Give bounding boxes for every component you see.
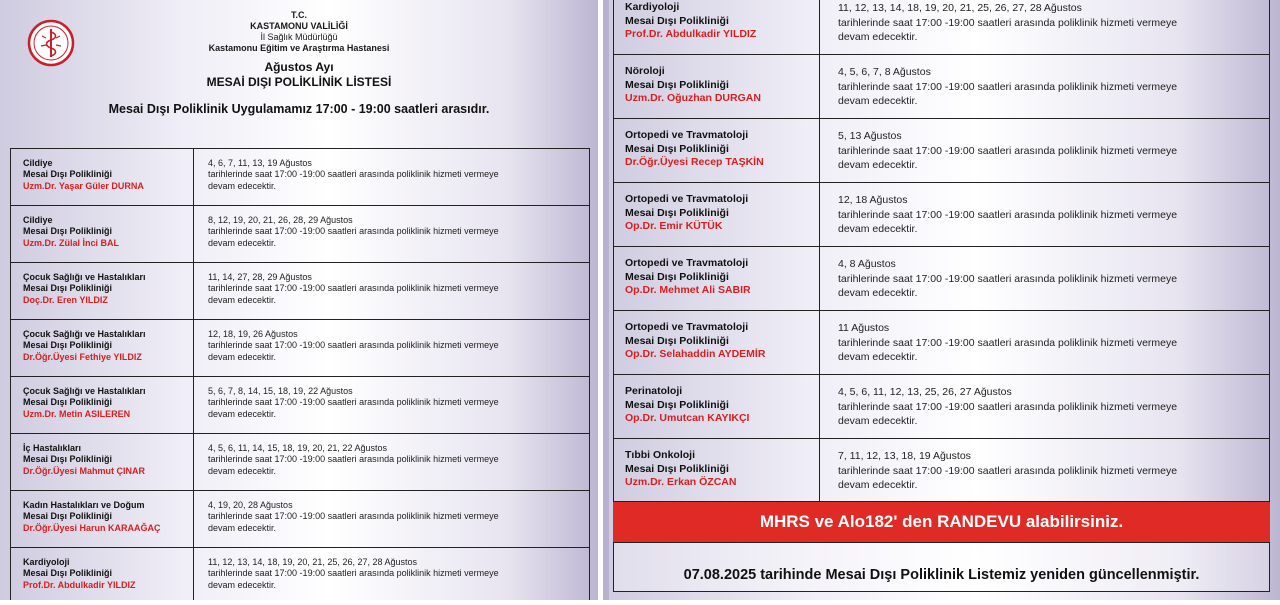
table-row (614, 375, 1269, 439)
clinic-dates: 12, 18 Ağustos (838, 194, 908, 206)
clinic-dates: 11, 12, 13, 14, 18, 19, 20, 21, 25, 26, 27, 28 Ağustos (838, 2, 1082, 14)
clinic-label: Mesai Dışı Polikliniği (23, 340, 113, 351)
clinic-description-cont: devam edecektir. (838, 479, 918, 491)
clinic-description-cont: devam edecektir. (208, 351, 277, 362)
clinic-label: Mesai Dışı Polikliniği (23, 169, 113, 180)
update-notice: 07.08.2025 tarihinde Mesai Dışı Poliklinik Listemiz yeniden güncellenmiştir. (683, 567, 1200, 583)
header-line-governorship: KASTAMONU VALİLİĞİ (250, 21, 348, 31)
doctor-name: Op.Dr. Umutcan KAYIKÇI (625, 412, 750, 424)
page-edge (603, 0, 609, 600)
clinic-label: Mesai Dışı Polikliniği (23, 397, 113, 408)
table-row (614, 311, 1269, 375)
department-name: Kardiyoloji (23, 557, 70, 567)
clinic-dates: 4, 8 Ağustos (838, 258, 896, 270)
doctor-name: Uzm.Dr. Metin ASILEREN (23, 408, 131, 419)
table-row (11, 149, 589, 206)
doctor-name: Uzm.Dr. Erkan ÖZCAN (625, 476, 737, 488)
department-name: Nöroloji (625, 65, 665, 77)
page-title-month: Ağustos Ayı (264, 60, 334, 74)
clinic-label: Mesai Dışı Polikliniği (23, 226, 113, 237)
clinic-label: Mesai Dışı Polikliniği (625, 398, 729, 411)
clinic-description-cont: devam edecektir. (208, 579, 277, 590)
department-name: Perinatoloji (625, 385, 683, 397)
document-header (8, 10, 590, 146)
department-name: Ortopedi ve Travmatoloji (625, 193, 749, 205)
clinic-dates: 11, 14, 27, 28, 29 Ağustos (208, 272, 312, 282)
clinic-dates: 7, 11, 12, 13, 18, 19 Ağustos (838, 450, 971, 462)
department-name: Kadın Hastalıkları ve Doğum (23, 500, 145, 510)
clinic-description: tarihlerinde saat 17:00 -19:00 saatleri arasında poliklinik hizmeti vermeye (838, 336, 1178, 349)
table-row (11, 434, 589, 491)
appointment-banner: MHRS ve Alo182' den RANDEVU alabilirsiniz. (613, 502, 1270, 542)
clinic-dates: 12, 18, 19, 26 Ağustos (208, 329, 298, 339)
clinic-dates: 5, 13 Ağustos (838, 130, 902, 142)
department-name: İç Hastalıkları (23, 443, 82, 453)
clinic-description-cont: devam edecektir. (838, 351, 918, 363)
clinic-description-cont: devam edecektir. (208, 522, 277, 533)
department-name: Ortopedi ve Travmatoloji (625, 321, 749, 333)
doctor-name: Prof.Dr. Abdulkadir YILDIZ (625, 28, 757, 40)
clinic-label: Mesai Dışı Polikliniği (625, 462, 729, 475)
header-line-tc: T.C. (290, 10, 307, 20)
clinic-description: tarihlerinde saat 17:00 -19:00 saatleri arasında poliklinik hizmeti vermeye (208, 169, 499, 180)
clinic-label: Mesai Dışı Polikliniği (625, 206, 729, 219)
clinic-description-cont: devam edecektir. (208, 465, 277, 476)
table-row (11, 263, 589, 320)
update-notice-box (613, 542, 1270, 592)
clinic-description-cont: devam edecektir. (838, 415, 918, 427)
clinic-description-cont: devam edecektir. (838, 287, 918, 299)
department-name: Cildiye (23, 215, 53, 225)
clinic-dates: 5, 6, 7, 8, 14, 15, 18, 19, 22 Ağustos (208, 386, 353, 396)
clinic-description-cont: devam edecektir. (208, 408, 277, 419)
department-name: Kardiyoloji (625, 1, 680, 13)
header-line-directorate: İl Sağlık Müdürlüğü (260, 32, 338, 42)
doctor-name: Dr.Öğr.Üyesi Fethiye YILDIZ (23, 351, 142, 362)
doctor-name: Op.Dr. Emir KÜTÜK (625, 220, 723, 232)
clinic-description: tarihlerinde saat 17:00 -19:00 saatleri arasında poliklinik hizmeti vermeye (838, 144, 1178, 157)
table-row (614, 55, 1269, 119)
clinic-dates: 11 Ağustos (838, 322, 890, 334)
doctor-name: Uzm.Dr. Oğuzhan DURGAN (625, 92, 761, 104)
clinic-description: tarihlerinde saat 17:00 -19:00 saatleri arasında poliklinik hizmeti vermeye (838, 80, 1178, 93)
department-name: Ortopedi ve Travmatoloji (625, 257, 749, 269)
header-line-hospital: Kastamonu Eğitim ve Araştırma Hastanesi (208, 43, 390, 53)
clinic-description: tarihlerinde saat 17:00 -19:00 saatleri arasında poliklinik hizmeti vermeye (208, 226, 499, 237)
clinic-description: tarihlerinde saat 17:00 -19:00 saatleri arasında poliklinik hizmeti vermeye (838, 272, 1178, 285)
department-name: Ortopedi ve Travmatoloji (625, 129, 749, 141)
left-clinic-table (10, 148, 590, 600)
table-row (614, 0, 1269, 55)
doctor-name: Uzm.Dr. Yaşar Güler DURNA (23, 180, 144, 191)
clinic-description: tarihlerinde saat 17:00 -19:00 saatleri arasında poliklinik hizmeti vermeye (208, 511, 499, 522)
left-page (0, 0, 598, 600)
department-name: Tıbbi Onkoloji (625, 449, 695, 461)
clinic-description-cont: devam edecektir. (208, 294, 277, 305)
clinic-description: tarihlerinde saat 17:00 -19:00 saatleri arasında poliklinik hizmeti vermeye (208, 454, 499, 465)
department-name: Çocuk Sağlığı ve Hastalıkları (23, 329, 146, 339)
right-page (603, 0, 1280, 600)
table-row (11, 548, 589, 600)
clinic-label: Mesai Dışı Polikliniği (625, 14, 729, 27)
department-name: Cildiye (23, 158, 53, 168)
clinic-description-cont: devam edecektir. (208, 237, 277, 248)
table-row (11, 491, 589, 548)
clinic-description-cont: devam edecektir. (838, 31, 918, 43)
clinic-dates: 4, 5, 6, 11, 12, 13, 25, 26, 27 Ağustos (838, 386, 1012, 398)
clinic-dates: 4, 5, 6, 11, 14, 15, 18, 19, 20, 21, 22 Ağustos (208, 443, 387, 453)
clinic-description: tarihlerinde saat 17:00 -19:00 saatleri arasında poliklinik hizmeti vermeye (208, 568, 499, 579)
table-row (11, 377, 589, 434)
page-subtitle: Mesai Dışı Poliklinik Uygulamamız 17:00 - 19:00 saatleri arasıdır. (108, 102, 490, 116)
clinic-description: tarihlerinde saat 17:00 -19:00 saatleri arasında poliklinik hizmeti vermeye (208, 283, 499, 294)
clinic-label: Mesai Dışı Polikliniği (625, 142, 729, 155)
clinic-label: Mesai Dışı Polikliniği (625, 270, 729, 283)
clinic-label: Mesai Dışı Polikliniği (625, 334, 729, 347)
clinic-dates: 4, 5, 6, 7, 8 Ağustos (838, 66, 931, 78)
clinic-description: tarihlerinde saat 17:00 -19:00 saatleri arasında poliklinik hizmeti vermeye (838, 208, 1178, 221)
doctor-name: Prof.Dr. Abdulkadir YILDIZ (23, 579, 136, 590)
table-row (11, 320, 589, 377)
clinic-label: Mesai Dışı Polikliniği (625, 78, 729, 91)
health-ministry-logo-icon (26, 18, 76, 68)
doctor-name: Dr.Öğr.Üyesi Mahmut ÇINAR (23, 465, 146, 476)
clinic-label: Mesai Dışı Polikliniği (23, 511, 113, 522)
clinic-description: tarihlerinde saat 17:00 -19:00 saatleri arasında poliklinik hizmeti vermeye (838, 464, 1178, 477)
clinic-description: tarihlerinde saat 17:00 -19:00 saatleri arasında poliklinik hizmeti vermeye (838, 400, 1178, 413)
clinic-dates: 8, 12, 19, 20, 21, 26, 28, 29 Ağustos (208, 215, 353, 225)
clinic-description: tarihlerinde saat 17:00 -19:00 saatleri arasında poliklinik hizmeti vermeye (838, 16, 1178, 29)
clinic-label: Mesai Dışı Polikliniği (23, 454, 113, 465)
department-name: Çocuk Sağlığı ve Hastalıkları (23, 386, 146, 396)
page-title: MESAİ DIŞI POLİKLİNİK LİSTESİ (206, 75, 392, 89)
clinic-dates: 4, 6, 7, 11, 13, 19 Ağustos (208, 158, 312, 168)
table-row (11, 206, 589, 263)
right-clinic-table (613, 0, 1270, 502)
clinic-description-cont: devam edecektir. (838, 95, 918, 107)
clinic-description-cont: devam edecektir. (208, 180, 277, 191)
table-row (614, 247, 1269, 311)
clinic-dates: 4, 19, 20, 28 Ağustos (208, 500, 293, 510)
table-row (614, 183, 1269, 247)
clinic-label: Mesai Dışı Polikliniği (23, 283, 113, 294)
doctor-name: Dr.Öğr.Üyesi Harun KARAAĞAÇ (23, 522, 161, 533)
table-row (614, 439, 1269, 503)
clinic-description: tarihlerinde saat 17:00 -19:00 saatleri arasında poliklinik hizmeti vermeye (208, 397, 499, 408)
doctor-name: Uzm.Dr. Zülal İnci BAL (23, 237, 120, 248)
doctor-name: Doç.Dr. Eren YILDIZ (23, 294, 108, 305)
table-row (614, 119, 1269, 183)
doctor-name: Op.Dr. Mehmet Ali SABIR (625, 284, 751, 296)
clinic-dates: 11, 12, 13, 14, 18, 19, 20, 21, 25, 26, 27, 28 Ağustos (208, 557, 417, 567)
clinic-label: Mesai Dışı Polikliniği (23, 568, 113, 579)
clinic-description-cont: devam edecektir. (838, 223, 918, 235)
clinic-description: tarihlerinde saat 17:00 -19:00 saatleri arasında poliklinik hizmeti vermeye (208, 340, 499, 351)
clinic-description-cont: devam edecektir. (838, 159, 918, 171)
doctor-name: Op.Dr. Selahaddin AYDEMİR (625, 348, 766, 360)
department-name: Çocuk Sağlığı ve Hastalıkları (23, 272, 146, 282)
doctor-name: Dr.Öğr.Üyesi Recep TAŞKİN (625, 156, 764, 168)
